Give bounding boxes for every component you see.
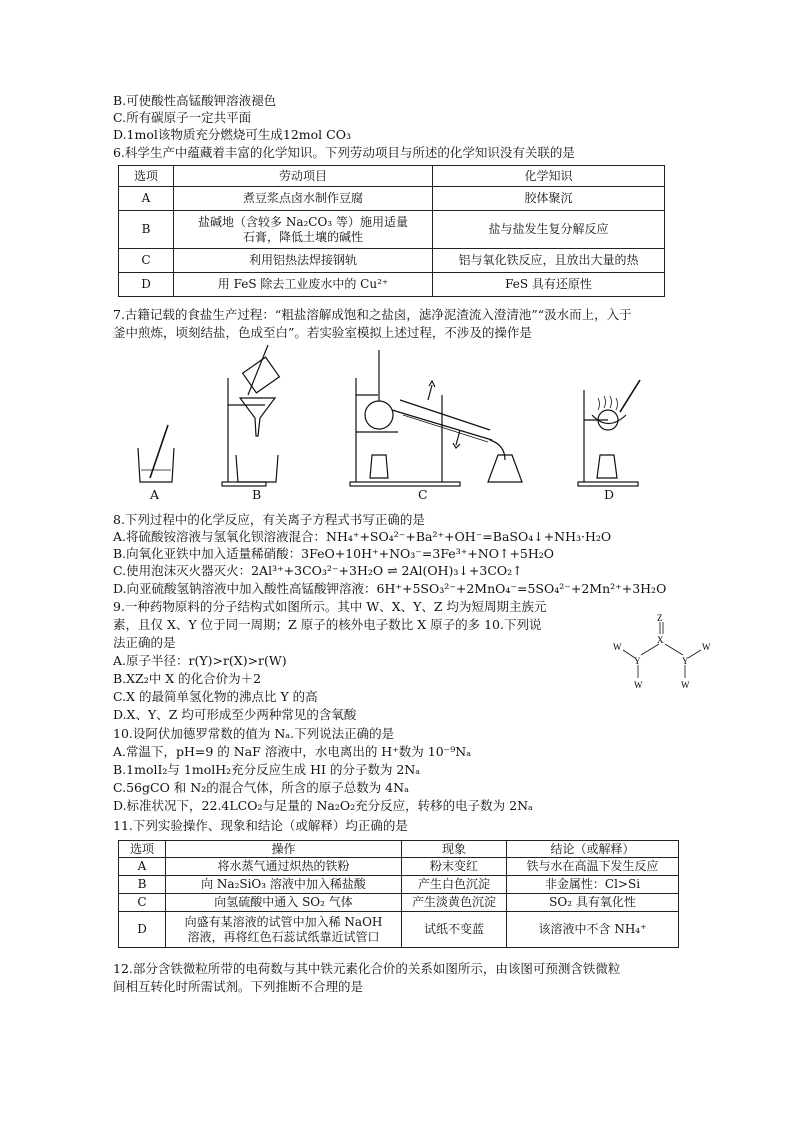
q11-row-a-option: A <box>119 858 166 876</box>
q11-row-d-conclusion: 该溶液中不含 NH₄⁺ <box>507 912 679 948</box>
q6-row-b-option: B <box>119 211 174 249</box>
q9-line2: 素，且仅 X、Y 位于同一周期；Z 原子的核外电子数比 X 原子的多 10.下列说 <box>113 617 542 632</box>
q9-option-c: C.X 的最简单氢化物的沸点比 Y 的高 <box>113 689 318 704</box>
q8-stem: 8.下列过程中的化学反应，有关离子方程式书写正确的是 <box>113 512 425 527</box>
q11-row-d-phenomenon: 试纸不变蓝 <box>402 912 507 948</box>
q12-line1: 12.部分含铁微粒所带的电荷数与其中铁元素化合价的关系如图所示，由该图可预测含铁微粒 <box>113 961 621 976</box>
q11-row-b-conclusion: 非金属性：Cl>Si <box>507 876 679 894</box>
atom-w-1: W <box>613 642 622 652</box>
q9-option-d: D.X、Y、Z 均可形成至少两种常见的含氧酸 <box>113 707 357 722</box>
q10-option-b: B.1molI₂与 1molH₂充分反应生成 HI 的分子数为 2Nₐ <box>113 762 421 777</box>
q9-structure-figure <box>605 612 725 692</box>
q11-row-c-conclusion: SO₂ 具有氧化性 <box>507 894 679 912</box>
q6-row-c-item: 利用铝热法焊接钢轨 <box>174 249 433 273</box>
q11-stem: 11.下列实验操作、现象和结论（或解释）均正确的是 <box>113 818 408 833</box>
apparatus-c-distillation <box>350 350 522 486</box>
q6-header-knowledge: 化学知识 <box>433 166 665 187</box>
q6-stem: 6.科学生产中蕴藏着丰富的化学知识。下列劳动项目与所述的化学知识没有关联的是 <box>113 145 575 160</box>
q11-row-c-option: C <box>119 894 166 912</box>
q6-row-d-item: 用 FeS 除去工业废水中的 Cu²⁺ <box>174 273 433 297</box>
q6-row-b-knowledge: 盐与盐发生复分解反应 <box>433 211 665 249</box>
q11-row-d-operation-line1: 向盛有某溶液的试管中加入稀 NaOH <box>184 914 383 929</box>
q9-line1: 9.一种药物原料的分子结构式如图所示。其中 W、X、Y、Z 均为短周期主族元 <box>113 599 547 614</box>
q10-stem: 10.设阿伏加德罗常数的值为 Nₐ.下列说法正确的是 <box>113 726 395 741</box>
q11-row-d-operation <box>166 912 402 948</box>
q11-row-b-operation: 向 Na₂SiO₃ 溶液中加入稀盐酸 <box>166 876 402 894</box>
q10-option-d: D.标准状况下，22.4LCO₂与足量的 Na₂O₂充分反应，转移的电子数为 2Nₐ <box>113 798 533 813</box>
q10-option-c: C.56gCO 和 N₂的混合气体，所含的原子总数为 4Nₐ <box>113 780 409 795</box>
q11-header-option: 选项 <box>119 841 166 858</box>
atom-w-2: W <box>634 680 643 690</box>
q9-option-a: A.原子半径：r(Y)>r(X)>r(W) <box>113 653 287 668</box>
atom-y-right: Y <box>682 656 689 666</box>
q11-header-operation: 操作 <box>166 841 402 858</box>
q9-line3: 法正确的是 <box>113 635 176 650</box>
q5-option-b: B.可使酸性高锰酸钾溶液褪色 <box>113 93 277 108</box>
apparatus-a-beaker <box>138 425 174 482</box>
q6-row-c-option: C <box>119 249 174 273</box>
q6-row-d-knowledge: FeS 具有还原性 <box>433 273 665 297</box>
q7-label-b: B <box>252 487 262 502</box>
atom-z: Z <box>657 613 663 623</box>
atom-w-3: W <box>702 642 711 652</box>
q6-row-c-knowledge: 铝与氧化铁反应，且放出大量的热 <box>433 249 665 273</box>
atom-y-left: Y <box>634 656 641 666</box>
q6-row-a-option: A <box>119 187 174 211</box>
q11-row-a-phenomenon: 粉末变红 <box>402 858 507 876</box>
q7-line2: 釜中煎炼，顷刻结盐，色成至白”。若实验室模拟上述过程，不涉及的操作是 <box>113 325 532 340</box>
q11-row-b-option: B <box>119 876 166 894</box>
q12-line2: 间相互转化时所需试剂。下列推断不合理的是 <box>113 979 364 994</box>
q11-header-phenomenon: 现象 <box>402 841 507 858</box>
q6-row-b-item-line1: 盐碱地（含较多 Na₂CO₃ 等）施用适量 <box>198 214 408 229</box>
q6-header-option: 选项 <box>119 166 174 187</box>
q8-option-d: D.向亚硫酸氢钠溶液中加入酸性高锰酸钾溶液：6H⁺+5SO₃²⁻+2MnO₄⁻=5SO₄²⁻+2Mn²⁺+3H₂O <box>113 581 667 596</box>
q6-row-d-option: D <box>119 273 174 297</box>
q11-row-a-operation: 将水蒸气通过炽热的铁粉 <box>166 858 402 876</box>
q6-row-b-item-line2: 石膏，降低土壤的碱性 <box>242 229 363 244</box>
q11-table <box>118 840 679 948</box>
q9-option-b: B.XZ₂中 X 的化合价为＋2 <box>113 671 262 686</box>
apparatus-b-filtration <box>222 345 279 486</box>
q6-table <box>118 165 665 297</box>
q6-row-b-item <box>174 211 433 249</box>
q6-header-item: 劳动项目 <box>174 166 433 187</box>
q11-row-d-option: D <box>119 912 166 948</box>
q11-row-b-phenomenon: 产生白色沉淀 <box>402 876 507 894</box>
q8-option-a: A.将硫酸铵溶液与氢氧化钡溶液混合：NH₄⁺+SO₄²⁻+Ba²⁺+OH⁻=BaSO₄↓+NH₃·H₂O <box>113 529 612 544</box>
q10-option-a: A.常温下，pH=9 的 NaF 溶液中，水电离出的 H⁺数为 10⁻⁹Nₐ <box>113 744 472 759</box>
atom-w-4: W <box>681 680 690 690</box>
q6-row-a-item: 煮豆浆点卤水制作豆腐 <box>174 187 433 211</box>
q11-row-c-phenomenon: 产生淡黄色沉淀 <box>402 894 507 912</box>
q5-option-c: C.所有碳原子一定共平面 <box>113 110 252 125</box>
q7-label-a: A <box>150 487 160 502</box>
q11-row-a-conclusion: 铁与水在高温下发生反应 <box>507 858 679 876</box>
q8-option-b: B.向氧化亚铁中加入适量稀硝酸：3FeO+10H⁺+NO₃⁻=3Fe³⁺+NO↑+5H₂O <box>113 546 555 561</box>
q11-row-c-operation: 向氢硫酸中通入 SO₂ 气体 <box>166 894 402 912</box>
q7-line1: 7.古籍记载的食盐生产过程：“粗盐溶解成饱和之盐卤，滤净泥渣流入澄清池”“汲水而上，入于 <box>113 307 632 322</box>
q7-label-c: C <box>418 487 428 502</box>
q6-row-a-knowledge: 胶体聚沉 <box>433 187 665 211</box>
q7-apparatus-figure <box>0 340 794 520</box>
q11-header-conclusion: 结论（或解释） <box>507 841 679 858</box>
apparatus-d-evaporation <box>578 380 640 486</box>
q11-row-d-operation-line2: 溶液，再将红色石蕊试纸靠近试管口 <box>187 929 380 944</box>
atom-x: X <box>657 635 664 645</box>
q8-option-c: C.使用泡沫灭火器灭火：2Al³⁺+3CO₃²⁻+3H₂O ⇌ 2Al(OH)₃↓+3CO₂↑ <box>113 563 523 578</box>
q7-label-d: D <box>604 487 615 502</box>
q5-option-d: D.1mol该物质充分燃烧可生成12mol CO₃ <box>113 127 351 142</box>
